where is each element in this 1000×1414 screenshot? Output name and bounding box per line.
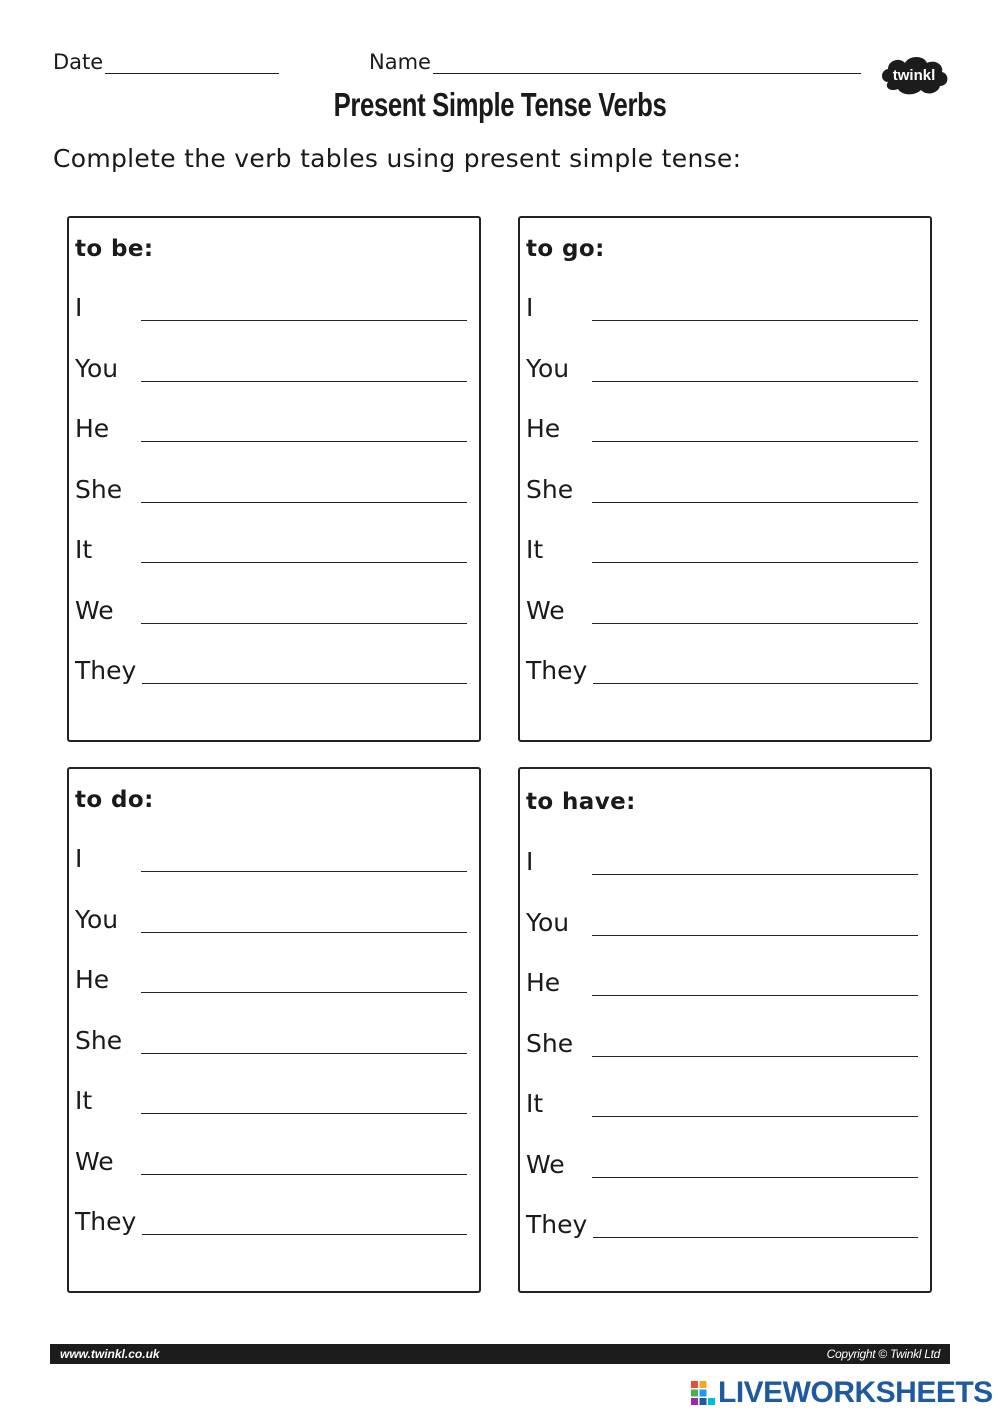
answer-line[interactable]: [592, 288, 918, 321]
answer-line[interactable]: [592, 903, 918, 936]
footer-url[interactable]: www.twinkl.co.uk: [60, 1347, 160, 1361]
verb-table-to-have: [518, 767, 932, 1293]
pronoun-label: I: [75, 844, 83, 873]
pronoun-label: We: [75, 595, 114, 625]
pronoun-label: She: [75, 474, 123, 504]
instructions: Complete the verb tables using present simple tense:: [53, 144, 742, 173]
pronoun-label: You: [526, 907, 570, 937]
pronoun-label: She: [526, 1028, 574, 1058]
pronoun-rows: [75, 839, 473, 1263]
pronoun-row: [526, 963, 924, 1024]
pronoun-row: [75, 1142, 473, 1203]
pronoun-label: I: [75, 293, 83, 322]
verb-table-to-be: [67, 216, 481, 742]
answer-line[interactable]: [592, 591, 918, 624]
pronoun-label: It: [75, 535, 93, 564]
answer-line[interactable]: [141, 900, 467, 933]
verb-table-to-go: [518, 216, 932, 742]
pronoun-label: They: [75, 656, 137, 685]
verb-table-to-do: [67, 767, 481, 1293]
verb-heading: to do:: [75, 787, 154, 813]
answer-line[interactable]: [141, 288, 467, 321]
pronoun-row: [75, 409, 473, 470]
pronoun-row: [75, 591, 473, 652]
answer-line[interactable]: [592, 349, 918, 382]
pronoun-label: They: [526, 1210, 588, 1239]
footer-copyright: Copyright © Twinkl Ltd: [826, 1347, 940, 1361]
verb-heading: to have:: [526, 789, 636, 815]
pronoun-row: [75, 1081, 473, 1142]
pronoun-label: You: [75, 904, 119, 934]
pronoun-row: [526, 651, 924, 712]
answer-line[interactable]: [141, 1021, 467, 1054]
pronoun-row: [75, 839, 473, 900]
name-field: [369, 50, 861, 74]
name-input-line[interactable]: [433, 51, 861, 74]
liveworksheets-watermark: [690, 1376, 993, 1410]
pronoun-row: [526, 842, 924, 903]
answer-line[interactable]: [141, 1081, 467, 1114]
answer-line[interactable]: [592, 963, 918, 996]
pronoun-label: She: [526, 474, 574, 504]
pronoun-label: We: [526, 1149, 565, 1179]
pronoun-label: We: [75, 1146, 114, 1176]
pronoun-row: [526, 1205, 924, 1266]
verb-heading: to be:: [75, 236, 154, 262]
pronoun-row: [526, 903, 924, 964]
pronoun-row: [75, 651, 473, 712]
pronoun-label: He: [75, 965, 110, 994]
name-label: Name: [369, 50, 431, 74]
date-input-line[interactable]: [105, 51, 279, 74]
pronoun-row: [75, 900, 473, 961]
pronoun-row: [526, 1145, 924, 1206]
answer-line[interactable]: [141, 530, 467, 563]
answer-line[interactable]: [592, 470, 918, 503]
pronoun-label: We: [526, 595, 565, 625]
pronoun-rows: [75, 288, 473, 712]
footer-bar: [50, 1344, 950, 1364]
verb-heading: to go:: [526, 236, 605, 262]
answer-line[interactable]: [141, 1142, 467, 1175]
answer-line[interactable]: [592, 842, 918, 875]
pronoun-label: I: [526, 847, 534, 876]
answer-line[interactable]: [141, 470, 467, 503]
answer-line[interactable]: [592, 1084, 918, 1117]
pronoun-label: I: [526, 293, 534, 322]
pronoun-label: You: [75, 353, 119, 383]
date-label: Date: [53, 50, 104, 74]
liveworksheets-logo-icon: [690, 1380, 716, 1406]
answer-line[interactable]: [142, 651, 467, 684]
pronoun-label: They: [526, 656, 588, 685]
pronoun-label: He: [526, 968, 561, 997]
answer-line[interactable]: [141, 409, 467, 442]
page-title: Present Simple Tense Verbs: [333, 86, 667, 123]
pronoun-row: [75, 470, 473, 531]
answer-line[interactable]: [592, 530, 918, 563]
pronoun-row: [75, 349, 473, 410]
pronoun-label: It: [75, 1086, 93, 1115]
pronoun-label: It: [526, 535, 544, 564]
pronoun-row: [526, 349, 924, 410]
logo-text: twinkl: [892, 67, 936, 84]
answer-line[interactable]: [141, 591, 467, 624]
pronoun-label: It: [526, 1089, 544, 1118]
pronoun-row: [526, 591, 924, 652]
date-field: [53, 50, 279, 74]
pronoun-row: [526, 1084, 924, 1145]
liveworksheets-text: LIVEWORKSHEETS: [718, 1376, 993, 1409]
answer-line[interactable]: [592, 1024, 918, 1057]
answer-line[interactable]: [592, 1145, 918, 1178]
pronoun-label: You: [526, 353, 570, 383]
pronoun-row: [526, 470, 924, 531]
pronoun-row: [75, 288, 473, 349]
answer-line[interactable]: [592, 409, 918, 442]
answer-line[interactable]: [593, 651, 918, 684]
pronoun-row: [75, 960, 473, 1021]
pronoun-row: [75, 530, 473, 591]
pronoun-label: They: [75, 1207, 137, 1236]
answer-line[interactable]: [141, 349, 467, 382]
pronoun-label: He: [75, 414, 110, 443]
answer-line[interactable]: [593, 1205, 918, 1238]
pronoun-rows: [526, 842, 924, 1266]
pronoun-row: [526, 1024, 924, 1085]
answer-line[interactable]: [142, 1202, 467, 1235]
pronoun-row: [75, 1021, 473, 1082]
pronoun-row: [526, 288, 924, 349]
pronoun-row: [526, 409, 924, 470]
pronoun-rows: [526, 288, 924, 712]
answer-line[interactable]: [141, 839, 467, 872]
pronoun-label: He: [526, 414, 561, 443]
answer-line[interactable]: [141, 960, 467, 993]
pronoun-row: [526, 530, 924, 591]
pronoun-label: She: [75, 1025, 123, 1055]
pronoun-row: [75, 1202, 473, 1263]
